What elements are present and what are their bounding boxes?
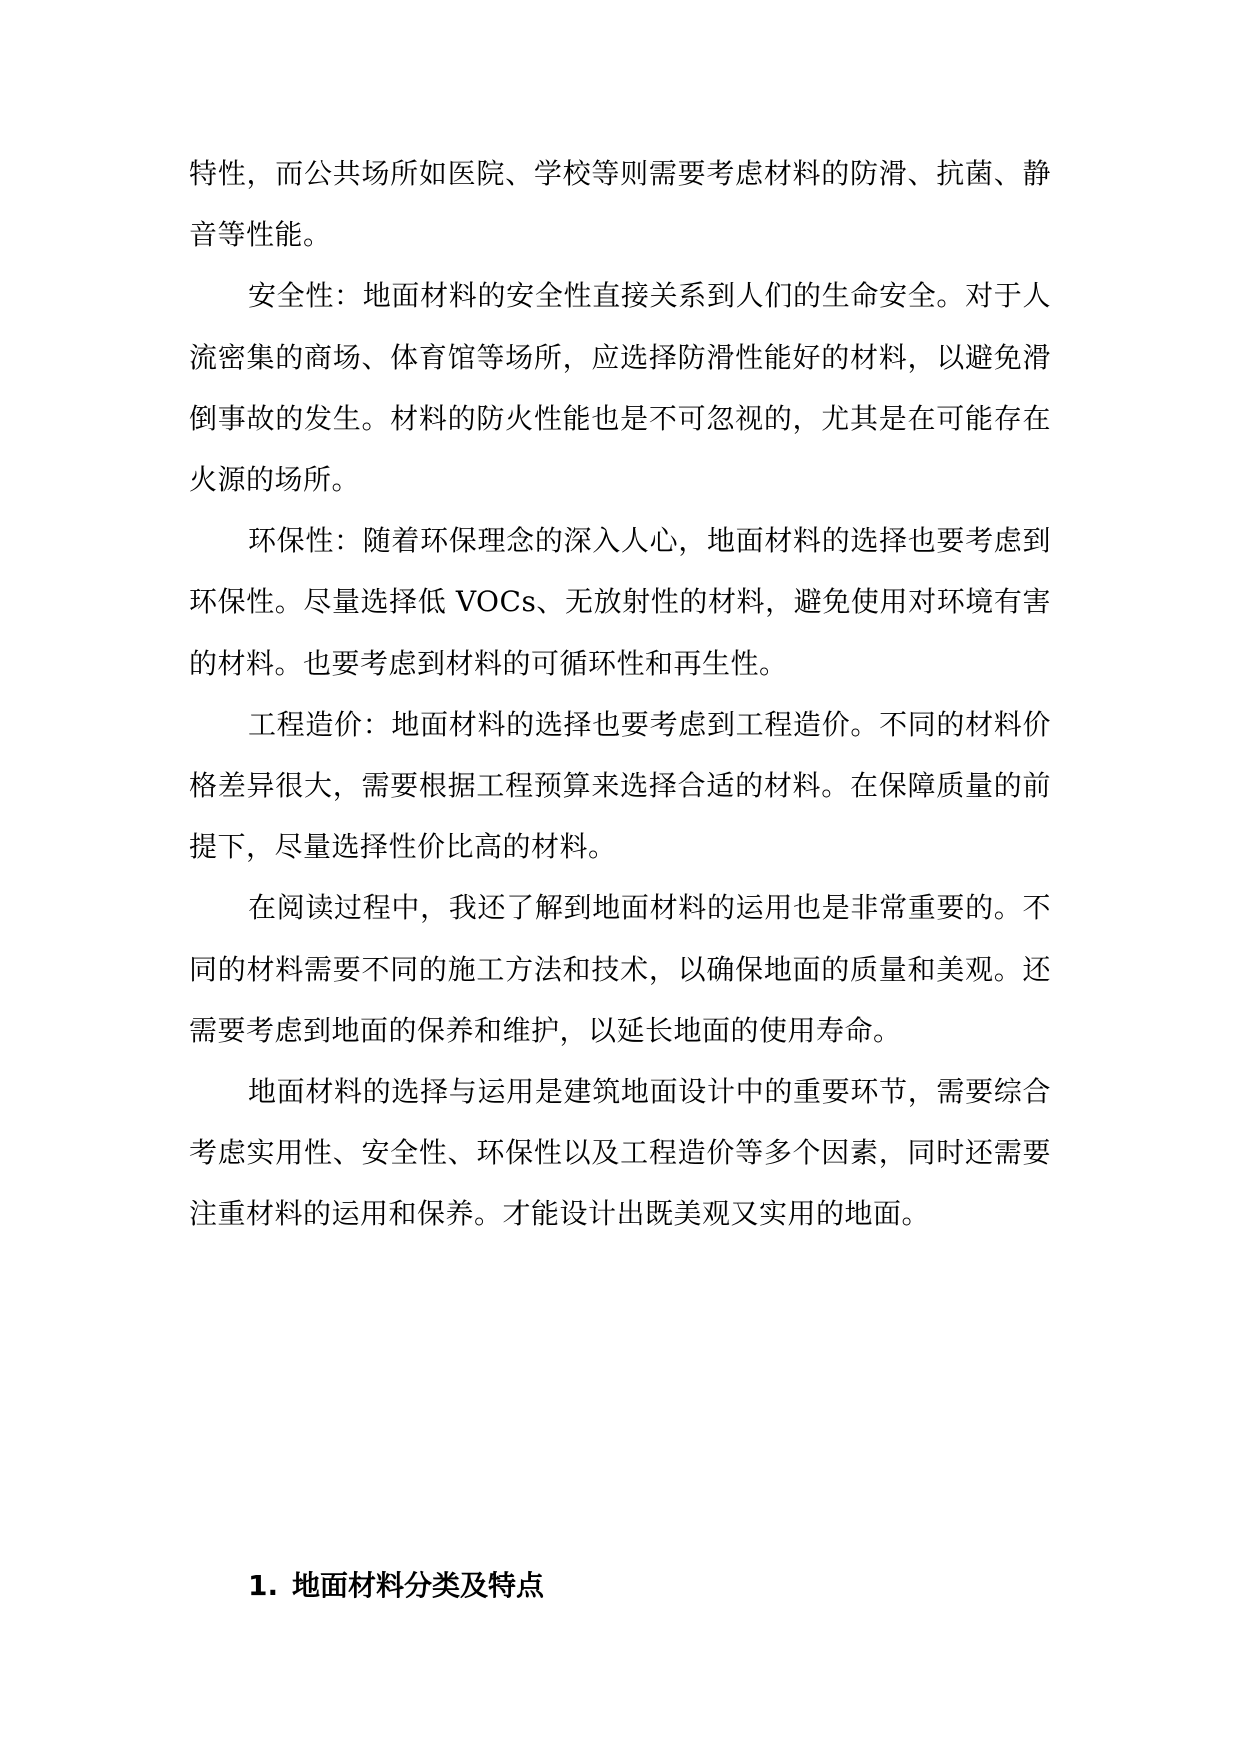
- paragraph-continued: 特性，而公共场所如医院、学校等则需要考虑材料的防滑、抗菌、静音等性能。: [189, 157, 1051, 252]
- paragraph-safety: 安全性：地面材料的安全性直接关系到人们的生命安全。对于人流密集的商场、体育馆等场所，应选择防滑性能好的材料，以避免滑倒事故的发生。材料的防火性能也是不可忽视的，尤其是在可能存在火源的场所。: [189, 279, 1051, 497]
- paragraph-conclusion: 地面材料的选择与运用是建筑地面设计中的重要环节，需要综合考虑实用性、安全性、环保性以及工程造价等多个因素，同时还需要注重材料的运用和保养。才能设计出既美观又实用的地面。: [189, 1075, 1051, 1231]
- section-heading: [248, 1566, 544, 1606]
- section-number: 1.: [248, 1569, 279, 1602]
- paragraph-application: 在阅读过程中，我还了解到地面材料的运用也是非常重要的。不同的材料需要不同的施工方法和技术，以确保地面的质量和美观。还需要考虑到地面的保养和维护，以延长地面的使用寿命。: [189, 891, 1051, 1047]
- paragraph-cost: 工程造价：地面材料的选择也要考虑到工程造价。不同的材料价格差异很大，需要根据工程预算来选择合适的材料。在保障质量的前提下，尽量选择性价比高的材料。: [189, 707, 1051, 864]
- paragraph-environmental: 环保性：随着环保理念的深入人心，地面材料的选择也要考虑到环保性。尽量选择低 VOCs、无放射性的材料，避免使用对环境有害的材料。也要考虑到材料的可循环性和再生性。: [189, 524, 1051, 680]
- document-body: [189, 143, 1051, 1245]
- section-title: 地面材料分类及特点: [292, 1569, 545, 1602]
